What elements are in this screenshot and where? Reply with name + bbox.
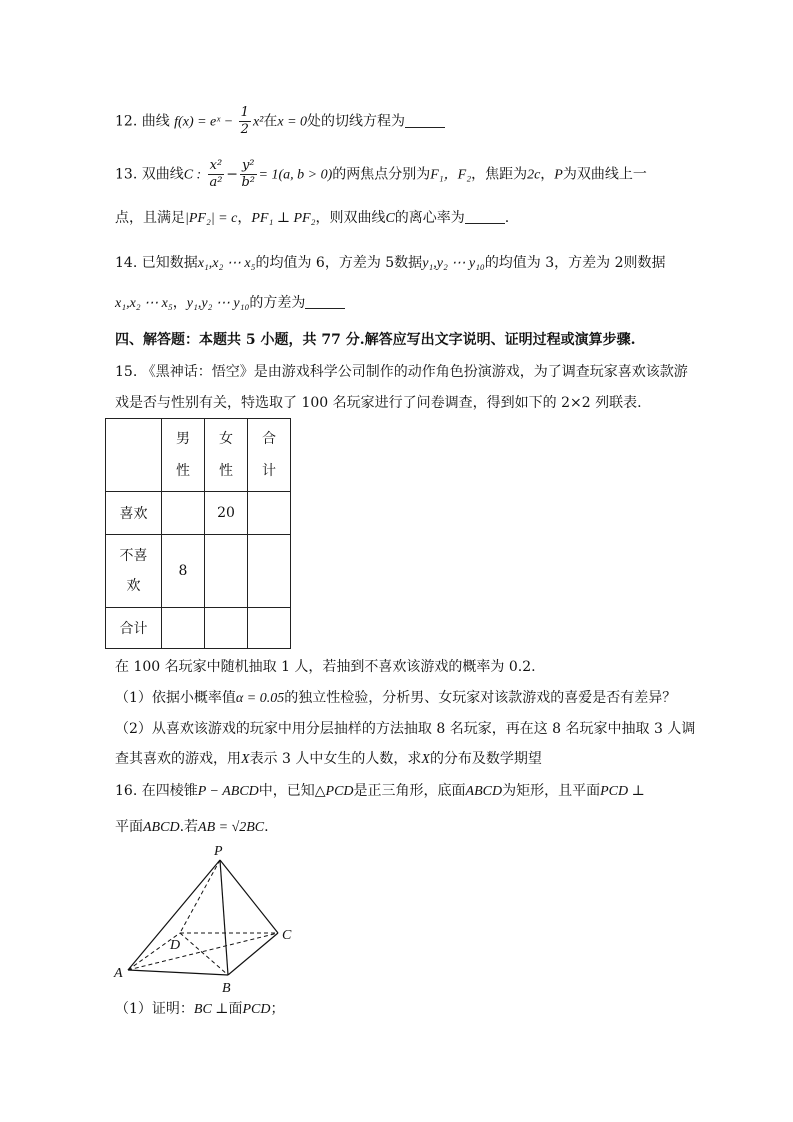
q12-number: 12. [115,113,138,130]
q13-2c: 2c [527,167,541,183]
edge-db [180,933,228,975]
table-cell: 合计 [106,608,162,649]
q15-line-1: 15. 《黑神话：悟空》是由游戏科学公司制作的动作角色扮演游戏，为了调查玩家喜欢该款游 [115,364,688,380]
q15-variable-x-2: X [421,752,430,767]
table-cell [205,608,248,649]
table-cell [162,492,205,535]
q15-part-2-line-1: （2）从喜欢该游戏的玩家中用分层抽样的方法抽取 8 名玩家，再在这 8 名玩家中抽取 3 人调 [115,721,696,737]
q16-text-e: 平面 [115,819,143,835]
q13-period: . [504,210,510,226]
q16-text-a: 16. 在四棱锥 [115,783,198,799]
question-14-line-2 [115,293,345,314]
label-c: C [282,928,292,943]
q13-text-a: 双曲线 [141,166,184,183]
q13-b2: b² [241,175,255,190]
q15-alpha: α = 0.05 [235,691,285,706]
table-cell: 20 [205,492,248,535]
q13-a2: a² [209,175,223,190]
q15-p2-text-b: 表示 3 人中女生的人数，求 [249,751,422,767]
answer-blank[interactable] [305,294,345,309]
edge-pa [128,860,220,970]
q13-frac-y [240,158,257,191]
table-cell: 8 [162,535,205,608]
q15-p1-text-a: （1）依据小概率值 [115,690,236,706]
label-b: B [222,981,231,996]
section-4-heading: 四、解答题：本题共 5 小题，共 77 分.解答应写出文字说明、证明过程或演算步骤. [115,332,636,348]
table-cell [248,608,291,649]
q16-p1-text-b: 面 [228,1001,243,1017]
q13-frac-x [208,158,225,191]
q14-x-data: x₁,x₂ ⋯ x₅ [197,256,256,271]
contingency-table [105,418,291,649]
q16-ab-relation: AB = √2BC [198,820,265,835]
question-12 [115,105,445,138]
q13-condition-2: PF₁ ⊥ PF₂ [251,211,316,226]
q13-y2: y² [241,158,255,173]
q14-separator: ， [172,295,187,311]
q13-condition-1: |PF₂| = c [185,211,238,226]
q12-frac-denominator: 2 [240,122,249,137]
q13-text-b: 的两焦点分别为 [332,166,431,183]
q16-p1-expr: BC ⊥ [193,1002,229,1017]
edge-pc [220,860,278,933]
q15-part-1 [115,688,676,709]
label-p: P [214,844,223,859]
question-13-line-1 [115,158,647,191]
question-13-line-2 [115,208,509,229]
q15-variable-x: X [241,752,250,767]
q13-text-d: ， [540,166,555,183]
table-cell [162,608,205,649]
q13-curve-name-2: C [385,211,395,226]
q16-part-1 [115,999,284,1020]
label-d: D [170,938,181,953]
q16-triangle: PCD [325,784,354,799]
table-cell: 喜欢 [106,492,162,535]
q14-y-data: y₁,y₂ ⋯ y₁₀ [422,256,485,271]
q16-text-f: .若 [179,819,199,835]
table-cell [205,535,248,608]
q13-foci: F₁，F₂ [430,167,472,183]
q16-p1-text-c: ； [270,1001,285,1017]
q15-part-2-line-2 [115,749,542,770]
edge-pb [220,860,228,975]
q14-y-data-2: y₁,y₂ ⋯ y₁₀ [186,296,250,311]
q14-text-a: 14. 已知数据 [115,255,198,271]
q12-mid: 在 [263,113,278,130]
q13-text-g: ，则双曲线 [315,210,386,226]
q15-p2-text-c: 的分布及数学期望 [429,751,542,767]
q13-curve-name: C : [183,167,202,183]
label-a: A [114,966,123,981]
table-header-cell: 女 性 [205,419,248,492]
q12-function: f(x) = eˣ − [174,114,237,130]
table-row [106,608,291,649]
question-14-line-1 [115,253,666,274]
q13-separator: ， [237,210,252,226]
q16-plane-abcd: ABCD [143,820,180,835]
q16-text-d: 为矩形，且平面 [502,783,601,799]
q13-text-c: ，焦距为 [471,166,528,183]
q14-text-c: 的均值为 3，方差为 2则数据 [484,255,666,271]
table-cell [248,492,291,535]
q16-text-c: 是正三角形，底面 [353,783,466,799]
table-cell: 不喜 欢 [106,535,162,608]
edge-ab [128,970,228,975]
table-header-cell: 男 性 [162,419,205,492]
q13-equation-rhs: = 1(a, b > 0) [258,167,333,183]
q16-plane-pcd: PCD ⊥ [600,784,645,799]
q15-p1-text-b: 的独立性检验，分析男、女玩家对该款游戏的喜爱是否有差异？ [284,690,677,706]
q13-text-f: 点，且满足 [115,210,185,226]
q13-text-h: 的离心率为 [394,210,465,226]
answer-blank[interactable] [465,209,505,224]
q14-text-d: 的方差为 [249,295,306,311]
q13-text-e: 为双曲线上一 [562,166,647,183]
q12-x-squared: x² [252,114,264,130]
q14-x-data-2: x₁,x₂ ⋯ x₅ [115,296,173,311]
answer-blank[interactable] [405,113,445,128]
edge-pd [180,860,220,933]
table-row [106,492,291,535]
pyramid-diagram [100,840,310,1000]
q13-point-p: P [554,167,563,183]
q16-text-b: 中，已知△ [258,783,326,799]
q16-p1-text-a: （1）证明： [115,1001,194,1017]
q12-condition: x = 0 [277,114,308,130]
q15-line-2: 戏是否与性别有关，特选取了 100 名玩家进行了问卷调查，得到如下的 2×2 列联表. [115,395,642,411]
q13-x2: x² [209,158,223,173]
q16-period: . [264,819,269,835]
q16-line-1 [115,781,645,802]
q12-suffix: 处的切线方程为 [307,113,406,130]
table-cell [248,535,291,608]
q16-line-2 [115,817,269,838]
q14-text-b: 的均值为 6，方差为 5数据 [255,255,423,271]
q16-p1-plane: PCD [242,1002,271,1017]
table-header-cell [106,419,162,492]
table-header-cell: 合 计 [248,419,291,492]
q16-base: ABCD [465,784,503,799]
q15-p2-text-a: 查其喜欢的游戏，用 [115,751,241,767]
q13-minus: − [226,166,238,183]
q12-frac-numerator: 1 [240,105,249,120]
table-header-row [106,419,291,492]
q13-number: 13. [115,166,138,183]
q12-fraction [239,105,251,138]
table-row [106,535,291,608]
q12-prefix: 曲线 [141,113,170,130]
q16-pyramid: P − ABCD [197,784,259,799]
q15-after-table: 在 100 名玩家中随机抽取 1 人，若抽到不喜欢该游戏的概率为 0.2. [115,659,536,675]
